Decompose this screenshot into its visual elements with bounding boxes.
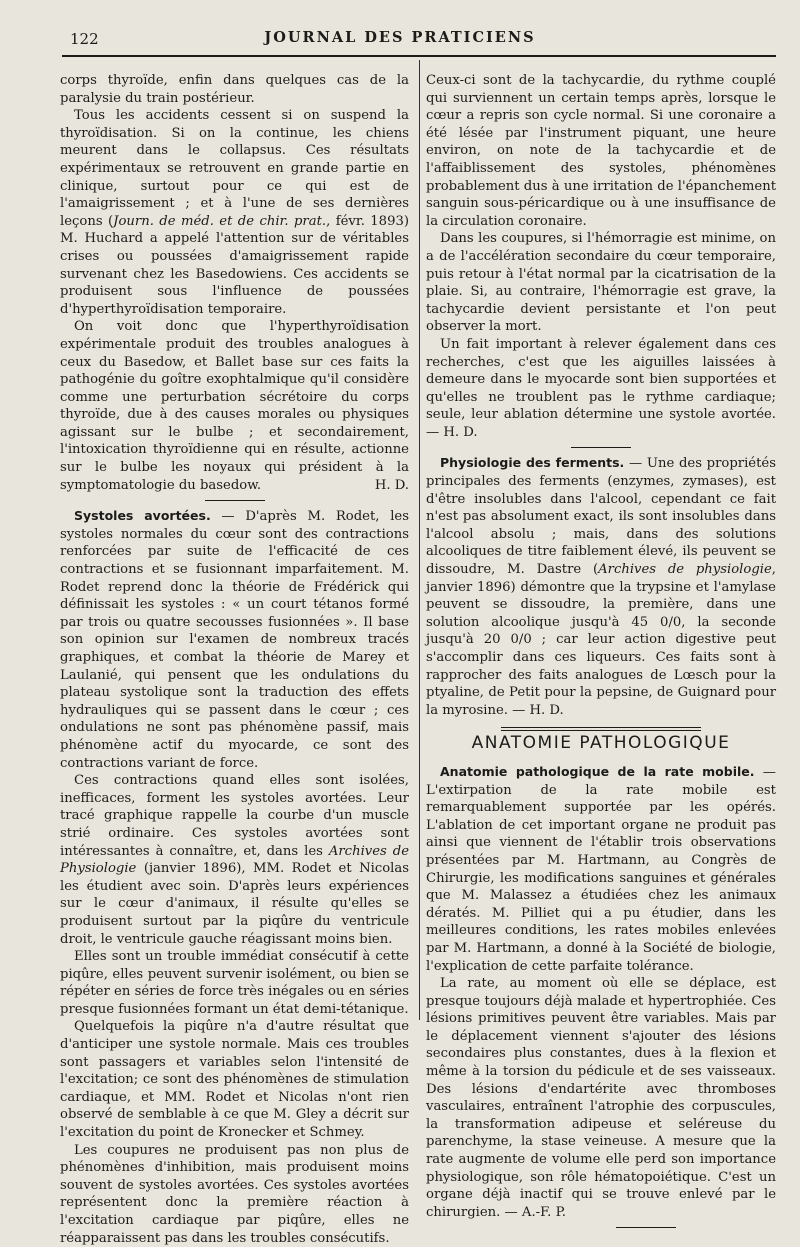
paragraph: Ceux-ci sont de la tachycardie, du rythme couplé qui surviennent un certain temps après, lorsque le cœur a repris son cycle normal. Si une coronaire a été lésée par l'instrument piquant, une heure environ, on note de la tachycardie et de l'affaiblissement des systoles, phénomènes probablement dus à une irritation de l'épanchement sanguin sous-péricardique ou à une insuffisance de la circulation coronaire.: [426, 73, 776, 229]
paragraph: corps thyroïde, enfin dans quelques cas de la paralysie du train postérieur.: [60, 73, 409, 106]
text-run: — D'après M. Rodet, les systoles normales du cœur sont des contractions renforcées par suite de l'efficacité de ces contractions et se fusionnant imparfaitement. M. Rodet reprend donc la théorie de Frédérick qui définissait les systoles : « un court tétanos formé par trois ou quatre secousses fusionnées ». Il base son opinion sur l'examen de nombreux tracés graphiques, et combat la théorie de Marey et Laulanié, qui pensent que les ondulations du plateau systolique sont la traduction des effets hydrauliques qui se passent dans le cœur ; ces ondulations ne sont pas phénomène passif, mais phénomène actif du myocarde, ce sont des contractions variant de force.: [60, 509, 409, 771]
section-double-rule: [501, 727, 701, 731]
text-run: (janvier 1896), MM. Rodet et Nicolas les étudient avec soin. D'après leurs expériences sur le cœur d'animaux, il résulte qu'elles se produisent surtout par la piqûre du ventricule droit, le ventricule gauche réagissant moins bien.: [60, 861, 409, 947]
column-divider: [419, 60, 420, 1020]
text-run: — L'extirpation de la rate mobile est remarquablement supportée par les opérés. L'ablation de cet important organe ne produit pas ainsi que viennent de l'établir trois observations présentées par M. Hartmann, au Congrès de Chirurgie, les modifications sanguines et générales que M. Malassez a étudiées chez les animaux dératés. M. Pilliet qui a pu étudier, dans les meilleures conditions, les rates mobiles enlevées par M. Hartmann, a donné à la Société de biologie, l'explication de cette parfaite tolérance.: [426, 764, 776, 974]
page-number: 122: [70, 30, 99, 48]
paragraph: [426, 454, 776, 719]
end-rule: [616, 1227, 676, 1228]
text-run: Un fait important à relever également dans ces recherches, c'est que les aiguilles laissées à demeure dans le myocarde sont bien supportées et qu'elles ne troublent pas le rythme cardiaque; seule, leur ablation détermine une systole avortée.: [426, 336, 776, 423]
signature: H. D.: [374, 477, 409, 493]
text-run: , janvier 1896) démontre que la trypsine et l'amylase peuvent se dissoudre, la première, dans une solution alcoolique jusqu'à 45 0/0, la seconde jusqu'à 20 0/0 ; car leur action digestive peut s'accomplir dans ces liqueurs. Ces faits sont à rapprocher des faits analogues de Lœsch pour la ptyaline, de Petit pour la pepsine, de Guignard pour la myrosine. — H. D.: [426, 562, 776, 718]
running-title: JOURNAL DES PRATICIENS: [264, 29, 536, 46]
article-heading: Systoles avortées.: [74, 508, 211, 524]
section-title: ANATOMIE PATHOLOGIQUE: [471, 733, 731, 754]
paragraph: [60, 772, 409, 948]
paragraph: Dans les coupures, si l'hémorragie est minime, on a de l'accélération secondaire du cœur temporaire, puis retour à l'état normal par la cicatrisation de la plaie. Si, au contraire, l'hémorragie est grave, la tachycardie devient persistante et l'on peut observer la mort.: [426, 231, 776, 335]
paragraph: [60, 507, 409, 772]
article-heading: Anatomie pathologique de la rate mobile.: [440, 763, 755, 779]
text-run: — Une des propriétés principales des ferments (enzymes, zymases), est d'être insolubles dans l'alcool, cependant ce fait n'est pas absolument exact, ils sont insolubles dans l'alcool absolu ; mais, dans des solutions alcooliques de titre faiblement élevé, ils peuvent se dissoudre, M. Dastre (: [426, 456, 776, 578]
journal-citation: Archives de physiologie: [598, 562, 772, 578]
signature: — H. D.: [426, 424, 478, 440]
paragraph: Les coupures ne produisent pas non plus de phénomènes d'inhibition, mais produisent moins souvent de systoles avortées. Ces systoles avortées représentent donc la première réaction à l'excitation cardiaque par piqûre, elles ne réapparaissent pas dans les troubles consécutifs.: [60, 1142, 409, 1246]
text-run: , févr. 1893) M. Huchard a appelé l'attention sur de véritables crises ou poussées d'amaigrissement rapide survenant chez les Basedowiens. Ces accidents se produisent sous l'influence de poussées d'hyperthyroïdisation temporaire.: [60, 213, 409, 317]
paragraph: Elles sont un trouble immédiat consécutif à cette piqûre, elles peuvent survenir isolément, ou bien se répéter en séries de force très inégales ou en séries presque fusionnées formant un état demi-tétanique.: [60, 949, 409, 1017]
section-separator: [205, 500, 265, 501]
paragraph: [60, 318, 409, 494]
text-run: Tous les accidents cessent si on suspend la thyroïdisation. Si on la continue, les chiens meurent dans le collapsus. Ces résultats expérimentaux se retrouvent en grande partie en clinique, surtout pour ce qui est de l'amaigrissement ; et à l'une de ses dernières leçons (: [60, 108, 409, 229]
header-rule: [62, 55, 776, 57]
text-run: On voit donc que l'hyperthyroïdisation expérimentale produit des troubles analogues à ceux du Basedow, et Ballet base sur ces faits la pathogénie du goître exophtalmique qu'il considère comme une perturbation sécrétoire du corps thyroïde, due à des causes morales ou physiques agissant sur le bulbe ; et secondairement, l'intoxication thyroïdienne qui en résulte, actionne sur le bulbe les noyaux qui président à la symptomatologie du basedow.: [60, 319, 409, 493]
paragraph: [426, 763, 776, 975]
paragraph: La rate, au moment où elle se déplace, est presque toujours déjà malade et hypertrophiée. Ces lésions primitives peuvent être variables. Mais par le déplacement viennent s'ajouter des lésions secondaires plus constantes, dues à la flexion et même à la torsion du pédicule et de ses vaisseaux. Des lésions d'endartérite avec thromboses vasculaires, entraînent l'atrophie des corpuscules, la transformation adipeuse et seléreuse du parenchyme, la stase veineuse. A mesure que la rate augmente de volume elle perd son importance physiologique, son rôle hématopoiétique. C'est un organe déjà inactif qui se trouve enlevé par le chirurgien. — A.-F. P.: [426, 976, 776, 1220]
right-column: [426, 72, 776, 1228]
journal-citation: Archives de Physiologie: [60, 843, 409, 877]
paragraph: [60, 107, 409, 318]
section-separator: [571, 447, 631, 448]
text-run: Ces contractions quand elles sont isolées, inefficaces, forment les systoles avortées. Leur tracé graphique rappelle la courbe d'un muscle strié ordinaire. Ces systoles avortées sont intéressantes à connaître, et, dans les: [60, 773, 409, 859]
paragraph: [426, 336, 776, 442]
left-column: [60, 72, 409, 1247]
journal-citation: Journ. de méd. et de chir. prat.: [113, 213, 327, 229]
paragraph: Quelquefois la piqûre n'a d'autre résultat que d'anticiper une systole normale. Mais ces troubles sont passagers et variables selon l'intensité de l'excitation; ce sont des phénomènes de stimulation cardiaque, et MM. Rodet et Nicolas n'ont rien observé de semblable à ce que M. Gley a décrit sur l'excitation du point de Kronecker et Schmey.: [60, 1019, 409, 1141]
article-heading: Physiologie des ferments.: [440, 455, 625, 471]
